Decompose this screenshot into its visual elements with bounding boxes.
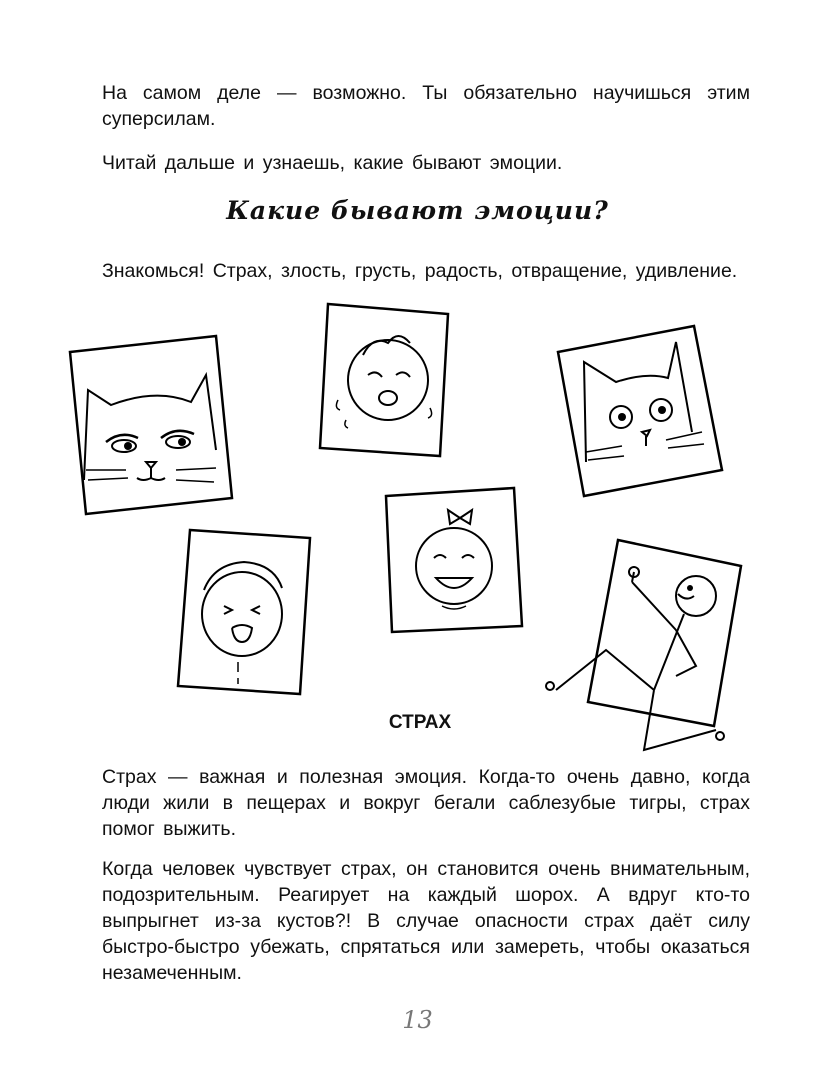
- angry-cat-illustration: [66, 330, 236, 520]
- disgusted-boy-illustration: [176, 528, 316, 698]
- section-heading: Какие бывают эмоции?: [226, 196, 609, 225]
- fear-description-paragraph: Когда человек чувствует страх, он становится очень внимательным, подозрительным. Реагирует на каждый шорох. А вдруг кто-то выпрыгнет из-за кустов?! В случае опасности страх даёт силу быстро-быстро убежать, спрятаться или замереть, чтобы оказаться незамеченным.: [102, 858, 750, 984]
- crying-baby-illustration: [318, 300, 458, 460]
- fear-stick-figure-illustration: [536, 530, 751, 760]
- emotions-list-paragraph: Знакомься! Страх, злость, грусть, радость, отвращение, удивление.: [102, 260, 738, 282]
- page-number: 13: [402, 1006, 433, 1034]
- read-further-paragraph: Читай дальше и узнаешь, какие бывают эмоции.: [102, 152, 563, 174]
- fear-intro-paragraph: Страх — важная и полезная эмоция. Когда-то очень давно, когда люди жили в пещерах и вокруг бегали саблезубые тигры, страх помог выжить.: [102, 766, 750, 840]
- intro-paragraph: На самом деле — возможно. Ты обязательно научишься этим суперсилам.: [102, 82, 750, 130]
- surprised-cat-illustration: [556, 322, 726, 502]
- happy-girl-illustration: [384, 486, 524, 636]
- fear-section-title: СТРАХ: [388, 712, 452, 733]
